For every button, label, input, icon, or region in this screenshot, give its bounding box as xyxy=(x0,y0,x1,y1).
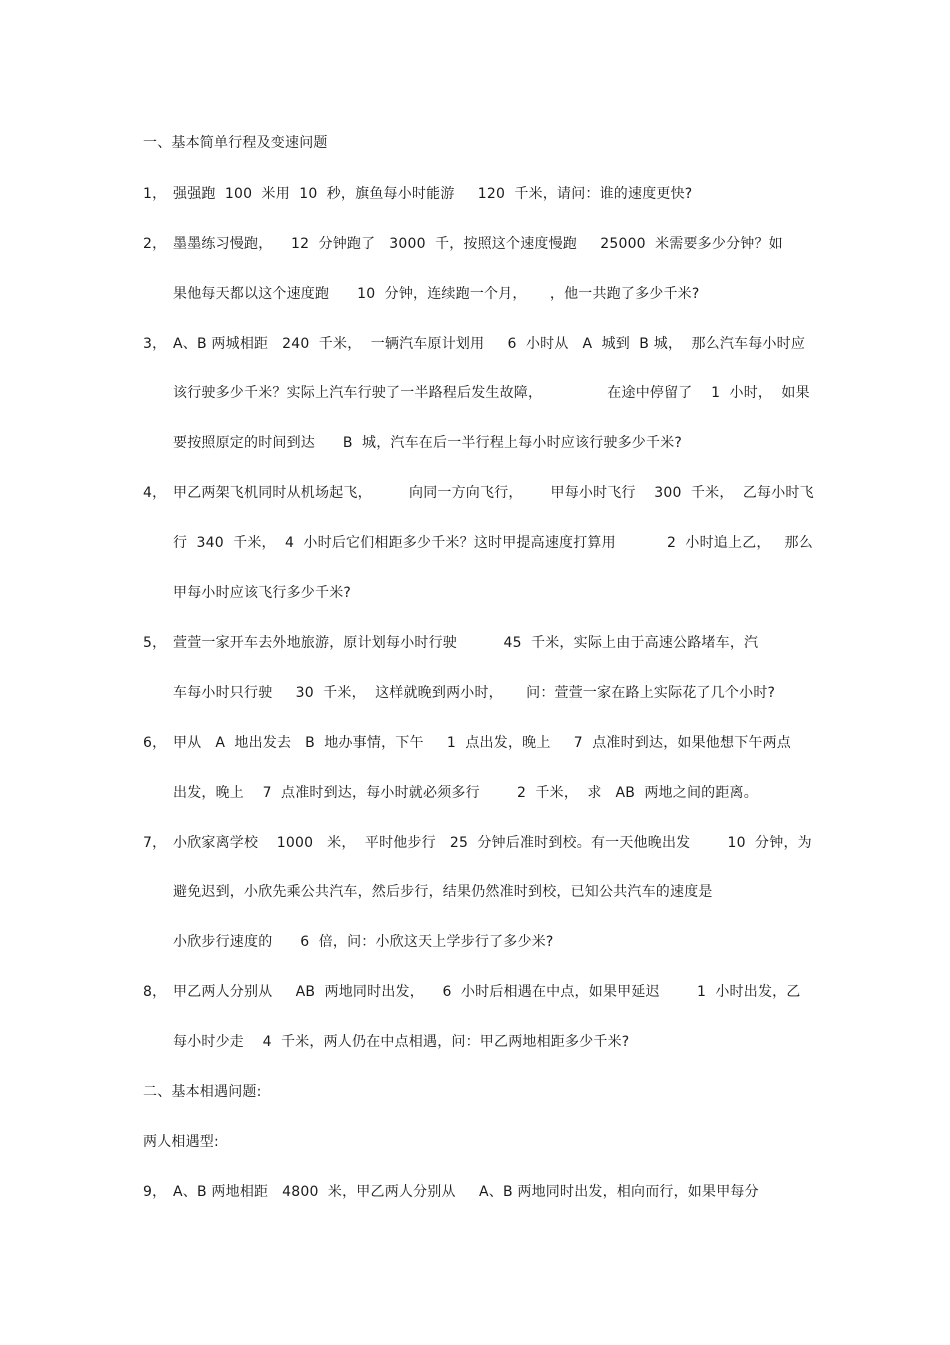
problem-number: 4， xyxy=(143,485,167,501)
problem-text-line: 果他每天都以这个速度跑 10 分钟，连续跑一个月， ，他一共跑了多少千米? xyxy=(173,286,700,302)
problem-text-line: 小欣家离学校 1000 米， 平时他步行 25 分钟后准时到校。有一天他晚出发 10 分钟，为 xyxy=(173,835,812,851)
problem-text-line: 每小时少走 4 千米，两人仍在中点相遇，问：甲乙两地相距多少千米? xyxy=(173,1034,630,1050)
problem-text-line: 小欣步行速度的 6 倍，问：小欣这天上学步行了多少米? xyxy=(173,934,554,950)
problem-text-line: 甲每小时应该飞行多少千米? xyxy=(173,585,352,601)
problem-number: 8， xyxy=(143,984,167,1000)
problem-number: 3， xyxy=(143,336,167,352)
problem-number: 7， xyxy=(143,835,167,851)
problem-text-line: 甲乙两架飞机同时从机场起飞， 向同一方向飞行， 甲每小时飞行 300 千米， 乙每小时飞 xyxy=(173,485,814,501)
problem-number: 2， xyxy=(143,236,167,252)
problem-text-line: 该行驶多少千米？实际上汽车行驶了一半路程后发生故障， 在途中停留了 1 小时， 如果 xyxy=(173,385,810,401)
problem-number: 6， xyxy=(143,735,167,751)
problem-text-line: 出发，晚上 7 点准时到达，每小时就必须多行 2 千米， 求 AB 两地之间的距离。 xyxy=(173,785,758,801)
problem-text-line: A、B 两城相距 240 千米， 一辆汽车原计划用 6 小时从 A 城到 B 城， 那么汽车每小时应 xyxy=(173,336,806,352)
problem-text-line: A、B 两地相距 4800 米，甲乙两人分别从 A、B 两地同时出发，相向而行，如果甲每分 xyxy=(173,1184,759,1200)
problem-text-line: 车每小时只行驶 30 千米， 这样就晚到两小时， 问：萱萱一家在路上实际花了几个小时? xyxy=(173,685,776,701)
section-heading-basic-travel: 一、基本简单行程及变速问题 xyxy=(143,135,328,151)
problem-text-line: 甲乙两人分别从 AB 两地同时出发， 6 小时后相遇在中点，如果甲延迟 1 小时出发，乙 xyxy=(173,984,801,1000)
problem-number: 9， xyxy=(143,1184,167,1200)
problem-number: 1， xyxy=(143,186,167,202)
problem-text-line: 墨墨练习慢跑， 12 分钟跑了 3000 千，按照这个速度慢跑 25000 米需要多少分钟？如 xyxy=(173,236,783,252)
section-heading-meeting: 二、基本相遇问题: xyxy=(143,1084,262,1100)
problem-text-line: 要按照原定的时间到达 B 城，汽车在后一半行程上每小时应该行驶多少千米? xyxy=(173,435,683,451)
problem-text-line: 甲从 A 地出发去 B 地办事情，下午 1 点出发，晚上 7 点准时到达，如果他想下午两点 xyxy=(173,735,791,751)
subsection-heading-two-person: 两人相遇型: xyxy=(143,1134,219,1150)
problem-text-line: 行 340 千米， 4 小时后它们相距多少千米？这时甲提高速度打算用 2 小时追上乙， 那么 xyxy=(173,535,813,551)
problem-text-line: 强强跑 100 米用 10 秒，旗鱼每小时能游 120 千米，请问：谁的速度更快? xyxy=(173,186,693,202)
problem-text-line: 避免迟到，小欣先乘公共汽车，然后步行，结果仍然准时到校，已知公共汽车的速度是 xyxy=(173,884,713,900)
problem-text-line: 萱萱一家开车去外地旅游，原计划每小时行驶 45 千米，实际上由于高速公路堵车，汽 xyxy=(173,635,759,651)
problem-number: 5， xyxy=(143,635,167,651)
